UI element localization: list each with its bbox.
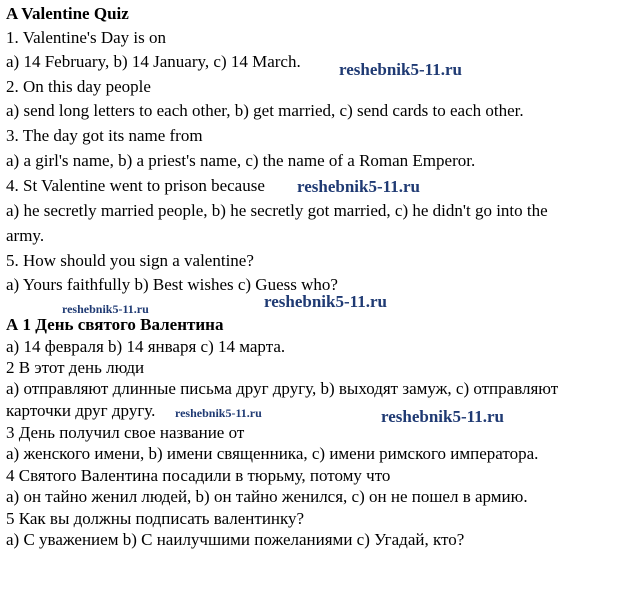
watermark: reshebnik5-11.ru [62, 302, 149, 316]
russian-answers-2-line-1: а) отправляют длинные письма друг другу, b) выходят замуж, с) отправляют [6, 379, 559, 398]
watermark: reshebnik5-11.ru [175, 406, 262, 420]
watermark: reshebnik5-11.ru [339, 60, 462, 79]
russian-title: А 1 День святого Валентина [6, 315, 224, 334]
russian-question-3: 3 День получил свое название от [6, 423, 245, 442]
russian-answers-3: а) женского имени, b) имени священника, с) имени римского императора. [6, 444, 539, 463]
english-question-5: 5. How should you sign a valentine? [6, 251, 254, 270]
english-answers-2: a) send long letters to each other, b) get married, c) send cards to each other. [6, 101, 524, 120]
russian-answers-4: а) он тайно женил людей, b) он тайно женился, с) он не пошел в армию. [6, 487, 528, 506]
russian-answers-1: а) 14 февраля b) 14 января с) 14 марта. [6, 337, 286, 356]
english-answers-3: a) a girl's name, b) a priest's name, c) the name of a Roman Emperor. [6, 151, 476, 170]
russian-answers-5: а) С уважением b) С наилучшими пожеланиями с) Угадай, кто? [6, 530, 465, 549]
english-answers-4-line-1: a) he secretly married people, b) he secretly got married, c) he didn't go into the [6, 201, 548, 220]
english-title: A Valentine Quiz [6, 4, 129, 23]
english-question-2: 2. On this day people [6, 77, 151, 96]
watermark: reshebnik5-11.ru [381, 407, 504, 426]
english-question-1: 1. Valentine's Day is on [6, 28, 166, 47]
russian-question-2: 2 В этот день люди [6, 358, 145, 377]
watermark: reshebnik5-11.ru [297, 177, 420, 196]
english-question-3: 3. The day got its name from [6, 126, 203, 145]
russian-answers-2-line-2: карточки друг другу. [6, 401, 156, 420]
english-answers-4-line-2: army. [6, 226, 45, 245]
russian-question-4: 4 Святого Валентина посадили в тюрьму, потому что [6, 466, 391, 485]
russian-question-5: 5 Как вы должны подписать валентинку? [6, 509, 305, 528]
watermark: reshebnik5-11.ru [264, 292, 387, 311]
english-answers-5: a) Yours faithfully b) Best wishes c) Guess who? [6, 275, 338, 294]
english-answers-1: a) 14 February, b) 14 January, c) 14 March. [6, 52, 301, 71]
english-question-4: 4. St Valentine went to prison because [6, 176, 265, 195]
